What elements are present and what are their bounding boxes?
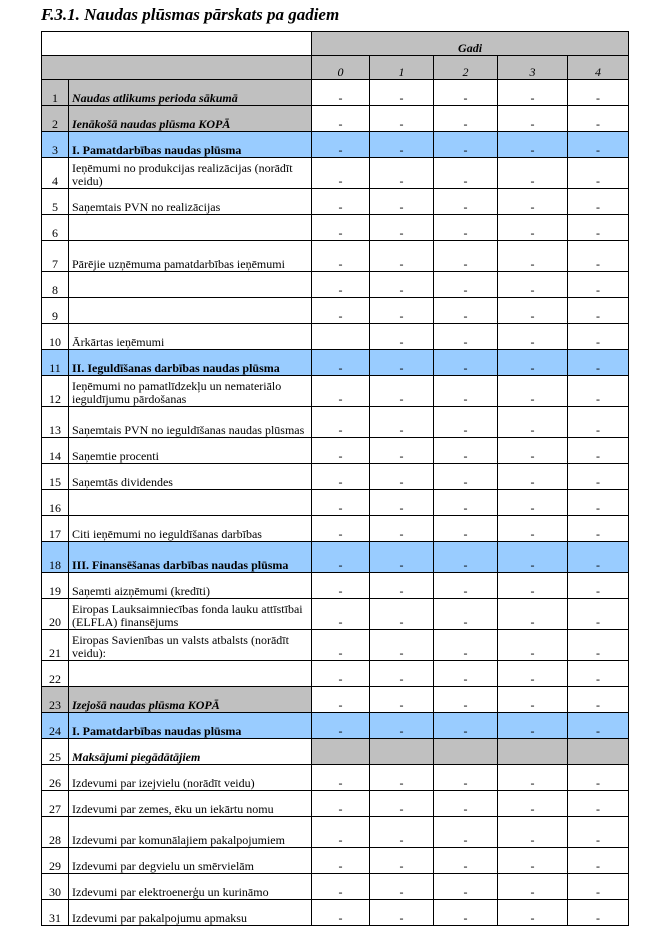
value-cell: - [568,687,629,713]
years-group-header: Gadi [312,32,629,56]
value-cell: - [370,132,434,158]
header-label-cell [42,56,312,80]
value-cell: - [498,874,568,900]
value-cell: - [370,490,434,516]
header-row-group [42,32,629,56]
row-label: III. Finansēšanas darbības naudas plūsma [69,542,312,573]
value-cell: - [434,687,498,713]
value-cell: - [498,713,568,739]
year-header: 0 [312,56,370,80]
row-number: 9 [42,298,69,324]
cash-flow-table [41,31,629,926]
value-cell: - [434,630,498,661]
value-cell: - [434,407,498,438]
row-number: 4 [42,158,69,189]
value-cell: - [370,765,434,791]
value-cell: - [568,464,629,490]
row-label: Pārējie uzņēmuma pamatdarbības ieņēmumi [69,241,312,272]
row-label: Saņemtais PVN no realizācijas [69,189,312,215]
value-cell: - [370,687,434,713]
page-title: F.3.1. Naudas plūsmas pārskats pa gadiem [41,5,340,24]
row-label [69,215,312,241]
value-cell: - [498,791,568,817]
value-cell: - [370,272,434,298]
value-cell: - [568,106,629,132]
value-cell: - [498,687,568,713]
table-row [42,158,629,189]
value-cell: - [312,687,370,713]
value-cell: - [312,490,370,516]
row-label: Ienākošā naudas plūsma KOPĀ [69,106,312,132]
row-number: 14 [42,438,69,464]
value-cell: - [568,324,629,350]
value-cell: - [312,438,370,464]
table-row [42,132,629,158]
row-label: Izdevumi par pakalpojumu apmaksu [69,900,312,926]
row-label [69,298,312,324]
table-row [42,106,629,132]
value-cell: - [434,900,498,926]
value-cell: - [498,272,568,298]
value-cell [312,324,370,350]
value-cell: - [370,599,434,630]
row-label [69,490,312,516]
row-label: Ieņēmumi no pamatlīdzekļu un nemateriālo ieguldījumu pārdošanas [69,376,312,407]
value-cell: - [434,661,498,687]
value-cell: - [370,80,434,106]
value-cell [498,739,568,765]
value-cell: - [312,132,370,158]
value-cell: - [568,241,629,272]
row-number: 5 [42,189,69,215]
table-row [42,350,629,376]
value-cell: - [370,516,434,542]
value-cell: - [312,407,370,438]
value-cell: - [498,158,568,189]
value-cell: - [312,874,370,900]
value-cell: - [370,542,434,573]
row-number: 15 [42,464,69,490]
row-label: II. Ieguldīšanas darbības naudas plūsma [69,350,312,376]
value-cell: - [498,376,568,407]
value-cell: - [498,765,568,791]
value-cell: - [498,215,568,241]
value-cell: - [568,189,629,215]
value-cell: - [568,350,629,376]
value-cell: - [568,599,629,630]
value-cell: - [370,713,434,739]
year-header: 4 [568,56,629,80]
value-cell: - [498,599,568,630]
table-row [42,630,629,661]
value-cell: - [434,464,498,490]
table-row [42,241,629,272]
table-row [42,324,629,350]
value-cell: - [498,132,568,158]
value-cell: - [568,516,629,542]
value-cell: - [370,848,434,874]
table-row [42,215,629,241]
row-number: 24 [42,713,69,739]
value-cell: - [370,350,434,376]
table-row [42,464,629,490]
value-cell: - [498,241,568,272]
value-cell: - [434,189,498,215]
row-number: 13 [42,407,69,438]
value-cell: - [498,542,568,573]
table-row [42,848,629,874]
table-row [42,791,629,817]
value-cell: - [312,350,370,376]
table-row [42,272,629,298]
table-row [42,542,629,573]
row-number: 25 [42,739,69,765]
value-cell: - [312,272,370,298]
value-cell: - [434,158,498,189]
row-number: 8 [42,272,69,298]
value-cell: - [370,215,434,241]
table-row [42,189,629,215]
value-cell: - [568,874,629,900]
table-row [42,298,629,324]
value-cell: - [434,272,498,298]
value-cell: - [498,817,568,848]
value-cell: - [434,132,498,158]
row-number: 3 [42,132,69,158]
row-number: 10 [42,324,69,350]
row-label: Naudas atlikums perioda sākumā [69,80,312,106]
value-cell: - [434,376,498,407]
table-row [42,599,629,630]
value-cell: - [434,516,498,542]
value-cell: - [370,189,434,215]
row-label: Ārkārtas ieņēmumi [69,324,312,350]
value-cell: - [568,215,629,241]
header-row-years [42,56,629,80]
row-number: 7 [42,241,69,272]
value-cell: - [370,324,434,350]
row-number: 16 [42,490,69,516]
value-cell [434,739,498,765]
value-cell: - [312,900,370,926]
value-cell: - [568,713,629,739]
value-cell: - [434,298,498,324]
value-cell: - [498,324,568,350]
table-row [42,661,629,687]
row-label: Izdevumi par elektroenerģu un kurināmo [69,874,312,900]
value-cell: - [312,241,370,272]
value-cell: - [498,438,568,464]
year-header: 3 [498,56,568,80]
value-cell: - [434,599,498,630]
value-cell [370,739,434,765]
value-cell: - [434,817,498,848]
value-cell: - [568,158,629,189]
value-cell: - [498,490,568,516]
row-number: 20 [42,599,69,630]
value-cell: - [434,215,498,241]
row-number: 27 [42,791,69,817]
year-header: 2 [434,56,498,80]
value-cell: - [434,324,498,350]
value-cell: - [312,817,370,848]
row-label: Saņemtais PVN no ieguldīšanas naudas plūsmas [69,407,312,438]
value-cell: - [434,791,498,817]
value-cell [312,739,370,765]
value-cell: - [312,189,370,215]
value-cell: - [370,438,434,464]
value-cell [568,739,629,765]
table-row [42,80,629,106]
row-label: Saņemtās dividendes [69,464,312,490]
row-label [69,661,312,687]
value-cell: - [312,158,370,189]
value-cell: - [312,516,370,542]
table-row [42,713,629,739]
value-cell: - [312,848,370,874]
row-label: Eiropas Savienības un valsts atbalsts (norādīt veidu): [69,630,312,661]
table-row [42,407,629,438]
value-cell: - [312,298,370,324]
row-label: Maksājumi piegādātājiem [69,739,312,765]
value-cell: - [312,661,370,687]
row-number: 18 [42,542,69,573]
row-number: 21 [42,630,69,661]
year-header: 1 [370,56,434,80]
value-cell: - [498,298,568,324]
table-row [42,490,629,516]
value-cell: - [312,80,370,106]
value-cell: - [498,464,568,490]
value-cell: - [434,490,498,516]
value-cell: - [370,630,434,661]
row-label: Izdevumi par izejvielu (norādīt veidu) [69,765,312,791]
table-row [42,874,629,900]
row-number: 2 [42,106,69,132]
value-cell: - [434,573,498,599]
value-cell: - [568,542,629,573]
value-cell: - [568,298,629,324]
value-cell: - [370,407,434,438]
row-label: Izdevumi par degvielu un smērvielām [69,848,312,874]
value-cell: - [498,630,568,661]
value-cell: - [434,542,498,573]
row-number: 19 [42,573,69,599]
value-cell: - [434,80,498,106]
table-row [42,817,629,848]
row-label: Saņemtie procenti [69,438,312,464]
value-cell: - [498,106,568,132]
value-cell: - [568,573,629,599]
value-cell: - [568,848,629,874]
table-row [42,438,629,464]
table-row [42,765,629,791]
table-row [42,376,629,407]
row-label: Izdevumi par zemes, ēku un iekārtu nomu [69,791,312,817]
value-cell: - [370,817,434,848]
row-label: Izdevumi par komunālajiem pakalpojumiem [69,817,312,848]
row-label: Saņemti aizņēmumi (kredīti) [69,573,312,599]
table-row [42,573,629,599]
value-cell: - [568,765,629,791]
value-cell: - [312,106,370,132]
value-cell: - [312,542,370,573]
value-cell: - [498,407,568,438]
value-cell: - [568,661,629,687]
value-cell: - [568,817,629,848]
value-cell: - [312,630,370,661]
value-cell: - [312,765,370,791]
value-cell: - [568,80,629,106]
row-number: 31 [42,900,69,926]
value-cell: - [568,900,629,926]
value-cell: - [370,661,434,687]
row-number: 17 [42,516,69,542]
table-row [42,900,629,926]
value-cell: - [568,132,629,158]
value-cell: - [568,272,629,298]
value-cell: - [434,765,498,791]
table-row [42,739,629,765]
value-cell: - [434,713,498,739]
value-cell: - [370,573,434,599]
row-number: 29 [42,848,69,874]
table-row [42,516,629,542]
value-cell: - [312,376,370,407]
value-cell: - [498,80,568,106]
value-cell: - [434,241,498,272]
value-cell: - [568,791,629,817]
row-label [69,272,312,298]
row-number: 28 [42,817,69,848]
value-cell: - [434,874,498,900]
value-cell: - [498,350,568,376]
value-cell: - [370,241,434,272]
value-cell: - [498,848,568,874]
header-blank-cell [42,32,312,56]
row-number: 6 [42,215,69,241]
row-label: Izejošā naudas plūsma KOPĀ [69,687,312,713]
value-cell: - [370,376,434,407]
row-number: 26 [42,765,69,791]
value-cell: - [312,599,370,630]
value-cell: - [434,350,498,376]
row-number: 12 [42,376,69,407]
value-cell: - [498,900,568,926]
value-cell: - [370,874,434,900]
value-cell: - [370,158,434,189]
value-cell: - [370,900,434,926]
value-cell: - [370,464,434,490]
row-number: 11 [42,350,69,376]
row-number: 1 [42,80,69,106]
value-cell: - [498,573,568,599]
row-label: I. Pamatdarbības naudas plūsma [69,132,312,158]
value-cell: - [498,189,568,215]
value-cell: - [370,298,434,324]
row-label: Citi ieņēmumi no ieguldīšanas darbības [69,516,312,542]
value-cell: - [370,791,434,817]
value-cell: - [312,464,370,490]
value-cell: - [568,407,629,438]
value-cell: - [312,791,370,817]
row-number: 23 [42,687,69,713]
row-label: Eiropas Lauksaimniecības fonda lauku attīstībai (ELFLA) finansējums [69,599,312,630]
value-cell: - [568,438,629,464]
value-cell: - [568,376,629,407]
row-label: Ieņēmumi no produkcijas realizācijas (norādīt veidu) [69,158,312,189]
row-number: 30 [42,874,69,900]
value-cell: - [434,106,498,132]
value-cell: - [568,490,629,516]
value-cell: - [370,106,434,132]
row-label: I. Pamatdarbības naudas plūsma [69,713,312,739]
value-cell: - [312,713,370,739]
value-cell: - [434,438,498,464]
table-row [42,687,629,713]
value-cell: - [434,848,498,874]
row-number: 22 [42,661,69,687]
value-cell: - [312,573,370,599]
value-cell: - [312,215,370,241]
value-cell: - [568,630,629,661]
value-cell: - [498,516,568,542]
value-cell: - [498,661,568,687]
